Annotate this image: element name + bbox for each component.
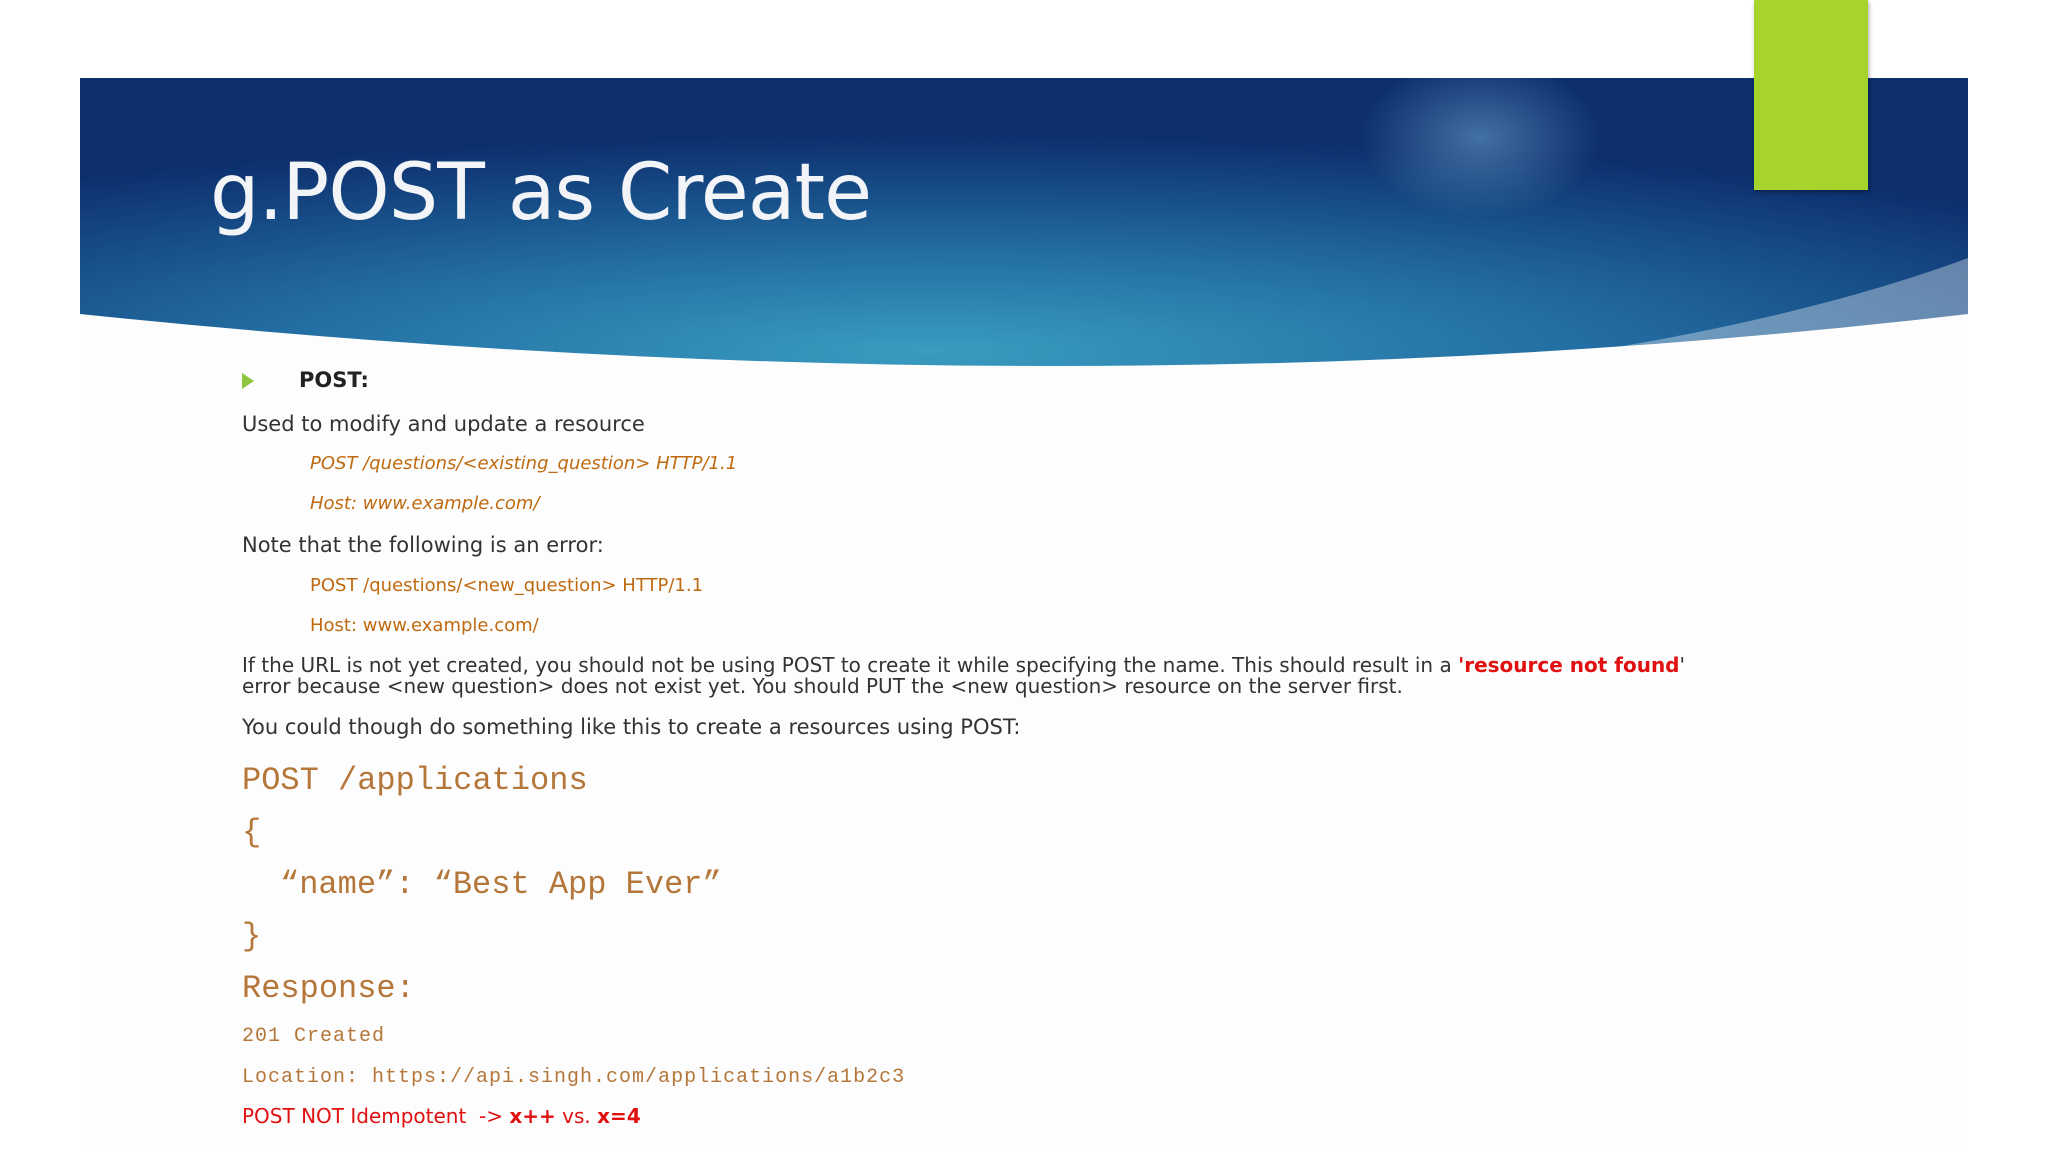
idempotent-text: POST NOT Idempotent xyxy=(242,1104,467,1128)
code-body-line: “name”: “Best App Ever” xyxy=(280,866,722,903)
arrow-text: -> xyxy=(466,1104,504,1128)
code-open-brace: { xyxy=(242,814,262,851)
idempotent-note xyxy=(242,1104,641,1128)
example2-request-line: POST /questions/<new_question> HTTP/1.1 xyxy=(310,575,704,596)
intro-text: Used to modify and update a resource xyxy=(242,412,645,436)
code-close-brace: } xyxy=(242,918,262,955)
slide-title: g.POST as Create xyxy=(210,148,872,238)
accent-tab xyxy=(1754,0,1868,190)
paragraph-part1: If the URL is not yet created, you should not be using POST to create it while specifying the name. This should result in a xyxy=(242,653,1459,677)
paragraph-quote: ' xyxy=(1679,653,1685,677)
paragraph-line2: error because <new question> does not exist yet. You should PUT the <new question> resource on the server first. xyxy=(242,674,1403,698)
response-location: Location: https://api.singh.com/applications/a1b2c3 xyxy=(242,1066,906,1089)
code-request-line: POST /applications xyxy=(242,762,588,799)
resource-not-found-highlight: 'resource not found xyxy=(1458,653,1680,677)
example2-host-line: Host: www.example.com/ xyxy=(310,615,539,636)
bullet-heading: POST: xyxy=(299,368,369,392)
response-status: 201 Created xyxy=(242,1025,386,1048)
example1-host-line: Host: www.example.com/ xyxy=(310,493,540,514)
response-label: Response: xyxy=(242,970,415,1007)
note-text: Note that the following is an error: xyxy=(242,533,604,557)
example1-request-line: POST /questions/<existing_question> HTTP/1.1 xyxy=(310,453,738,474)
bullet-arrow-icon xyxy=(242,373,254,389)
explanation-paragraph xyxy=(242,653,1685,698)
x-increment: x++ xyxy=(509,1104,556,1128)
vs-text: vs. xyxy=(562,1104,591,1128)
could-text: You could though do something like this to create a resources using POST: xyxy=(242,715,1021,739)
x-assign: x=4 xyxy=(597,1104,641,1128)
